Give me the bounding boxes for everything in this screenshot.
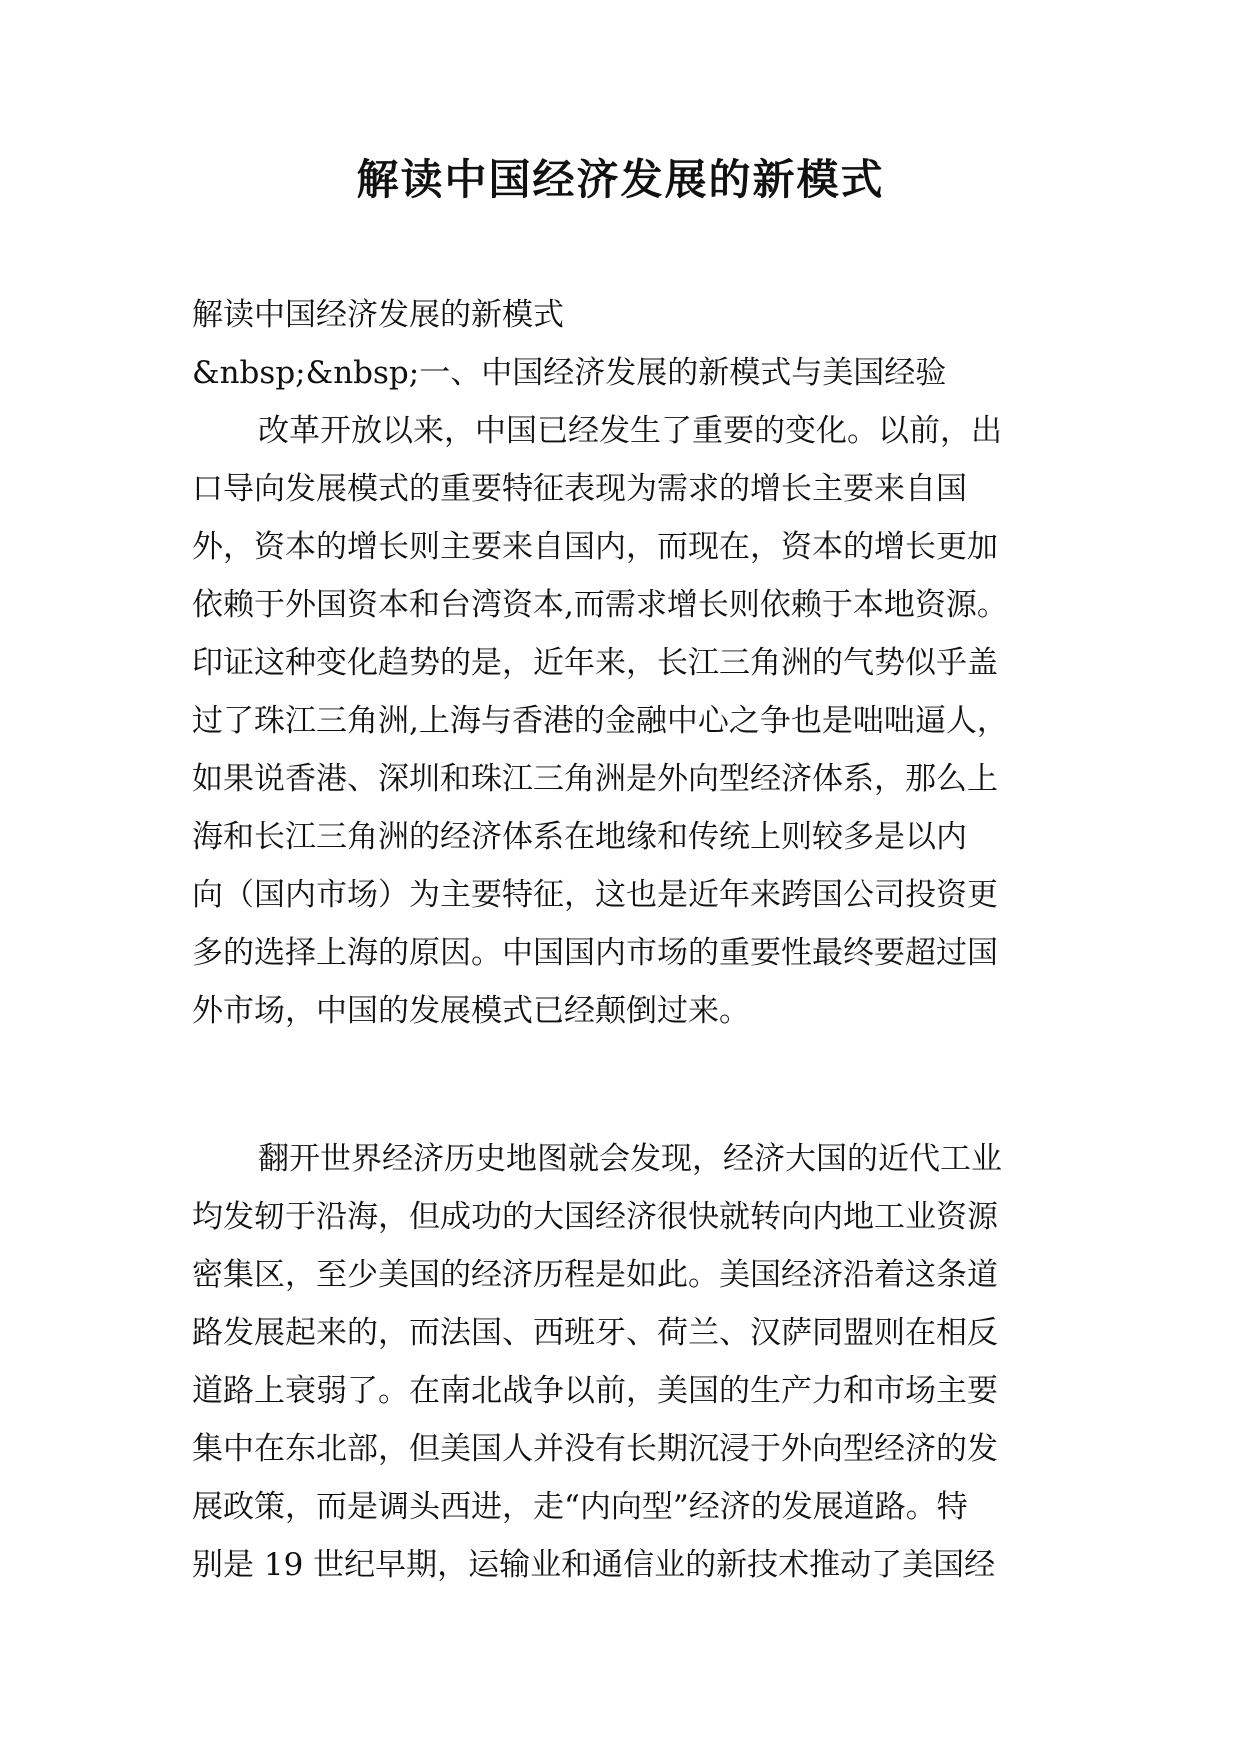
paragraph-spacer bbox=[192, 1040, 1052, 1130]
paragraph-line: 如果说香港、深圳和珠江三角洲是外向型经济体系，那么上 bbox=[192, 761, 998, 797]
paragraph-2 bbox=[192, 1130, 1052, 1594]
paragraph-line: 展政策，而是调头西进，走“内向型”经济的发展道路。特 bbox=[192, 1489, 968, 1525]
document-body bbox=[192, 286, 1052, 1594]
paragraph-line: 翻开世界经济历史地图就会发现，经济大国的近代工业 bbox=[258, 1141, 1002, 1177]
paragraph-line: 向（国内市场）为主要特征，这也是近年来跨国公司投资更 bbox=[192, 877, 998, 913]
paragraph-line: 路发展起来的，而法国、西班牙、荷兰、汉萨同盟则在相反 bbox=[192, 1315, 998, 1351]
paragraph-line: 密集区，至少美国的经济历程是如此。美国经济沿着这条道 bbox=[192, 1257, 998, 1293]
paragraph-line: 别是 19 世纪早期，运输业和通信业的新技术推动了美国经 bbox=[192, 1547, 996, 1583]
paragraph-line: 多的选择上海的原因。中国国内市场的重要性最终要超过国 bbox=[192, 935, 998, 971]
document-title: 解读中国经济发展的新模式 bbox=[356, 155, 885, 204]
paragraph-line: 改革开放以来，中国已经发生了重要的变化。以前，出 bbox=[258, 413, 1002, 449]
document-subtitle: 解读中国经济发展的新模式 bbox=[192, 297, 564, 333]
paragraph-line: 依赖于外国资本和台湾资本,而需求增长则依赖于本地资源。 bbox=[192, 587, 1008, 623]
paragraph-line: 外，资本的增长则主要来自国内，而现在，资本的增长更加 bbox=[192, 529, 998, 565]
paragraph-line: 外市场，中国的发展模式已经颠倒过来。 bbox=[192, 993, 750, 1029]
paragraph-1 bbox=[192, 402, 1052, 1040]
section-heading: &nbsp;&nbsp;一、中国经济发展的新模式与美国经验 bbox=[192, 355, 947, 391]
paragraph-line: 均发轫于沿海，但成功的大国经济很快就转向内地工业资源 bbox=[192, 1199, 998, 1235]
paragraph-line: 集中在东北部，但美国人并没有长期沉浸于外向型经济的发 bbox=[192, 1431, 998, 1467]
paragraph-line: 口导向发展模式的重要特征表现为需求的增长主要来自国 bbox=[192, 471, 967, 507]
paragraph-line: 海和长江三角洲的经济体系在地缘和传统上则较多是以内 bbox=[192, 819, 967, 855]
paragraph-line: 道路上衰弱了。在南北战争以前，美国的生产力和市场主要 bbox=[192, 1373, 998, 1409]
paragraph-line: 过了珠江三角洲,上海与香港的金融中心之争也是咄咄逼人， bbox=[192, 703, 1008, 739]
paragraph-line: 印证这种变化趋势的是，近年来，长江三角洲的气势似乎盖 bbox=[192, 645, 998, 681]
